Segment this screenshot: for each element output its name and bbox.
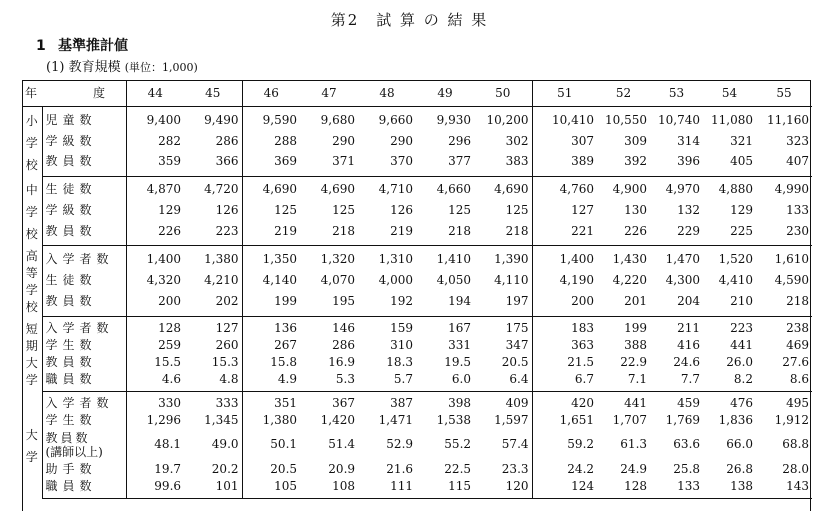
table-row	[22, 391, 812, 412]
value-cell: 132	[677, 202, 701, 217]
value-cell: 124	[532, 478, 597, 499]
row-label	[42, 461, 126, 478]
category-cell: 大 学	[22, 391, 42, 498]
row-label	[42, 245, 126, 270]
value-cell: 4,190	[532, 270, 597, 291]
value-cell: 282	[126, 131, 184, 151]
value-cell: 24.2	[532, 461, 597, 478]
value-cell: 309	[624, 133, 648, 148]
value-cell: 420	[532, 391, 597, 412]
value-cell: 4.6	[126, 371, 184, 392]
value-cell: 204	[650, 291, 703, 316]
value-cell: 9,490	[204, 113, 239, 128]
value-cell: 23.3	[501, 461, 529, 476]
value-cell: 159	[390, 320, 414, 335]
year-header-row	[22, 80, 812, 107]
value-cell: 1,520	[718, 251, 754, 266]
row-label-text: 入学者数	[45, 251, 114, 266]
value-cell: 19.7	[126, 461, 184, 478]
value-cell: 194	[416, 291, 474, 316]
value-cell: 175	[505, 320, 529, 335]
value-cell: 26.8	[726, 461, 754, 476]
table-row	[22, 151, 812, 176]
value-cell: 146	[332, 320, 356, 335]
value-cell: 1,538	[436, 412, 472, 427]
value-cell: 6.4	[474, 371, 532, 392]
value-cell: 8.6	[756, 371, 812, 392]
value-cell: 218	[300, 221, 358, 245]
value-cell: 1,400	[126, 245, 184, 270]
value-cell: 4,660	[436, 182, 472, 197]
value-cell: 4,070	[320, 272, 356, 287]
value-cell: 307	[532, 131, 597, 151]
value-cell: 120	[474, 478, 532, 499]
value-cell: 115	[416, 478, 474, 499]
value-cell: 1,707	[612, 412, 648, 427]
value-cell: 1,380	[204, 251, 239, 266]
value-cell: 1,597	[494, 412, 529, 427]
value-cell: 200	[126, 291, 184, 316]
value-cell: 1,345	[204, 412, 239, 427]
value-cell: 61.3	[620, 437, 648, 451]
value-cell: 57.4	[501, 437, 529, 451]
value-cell: 129	[126, 200, 184, 220]
value-cell: 4,110	[494, 272, 529, 287]
table-row	[22, 176, 812, 200]
value-cell: 11,160	[767, 113, 810, 128]
value-cell: 383	[474, 151, 532, 176]
value-cell: 1,610	[774, 251, 810, 266]
value-cell: 1,390	[494, 251, 529, 266]
value-cell: 195	[300, 291, 358, 316]
value-cell: 1,350	[242, 245, 300, 270]
value-cell: 290	[390, 133, 414, 148]
value-cell: 7.1	[597, 371, 650, 392]
row-label-text: 生徒数	[45, 272, 97, 287]
value-cell: 183	[532, 316, 597, 337]
value-cell: 267	[242, 337, 300, 354]
unit-note: (単位：1,000)	[124, 61, 198, 74]
value-cell: 4,140	[242, 270, 300, 291]
year-header: 54	[703, 80, 756, 107]
value-cell: 370	[358, 151, 416, 176]
year-header-label: 年 度	[22, 80, 126, 107]
value-cell: 4,690	[494, 182, 529, 197]
value-cell: 6.0	[416, 371, 474, 392]
value-cell: 229	[650, 221, 703, 245]
value-cell: 24.9	[620, 461, 648, 476]
table-row	[22, 270, 812, 291]
value-cell: 469	[786, 337, 810, 352]
row-label-text: 児童数	[45, 113, 97, 128]
value-cell: 133	[650, 478, 703, 499]
category-cell: 短 期 大 学	[22, 316, 42, 391]
value-cell: 24.6	[673, 354, 701, 369]
section-number: 1	[36, 38, 46, 54]
row-label	[42, 176, 126, 200]
row-label-text: 教員数	[45, 223, 97, 238]
row-label	[42, 316, 126, 337]
value-cell: 359	[126, 151, 184, 176]
row-label-text: 職員数	[45, 478, 97, 493]
value-cell: 1,320	[320, 251, 356, 266]
value-cell: 407	[756, 151, 812, 176]
value-cell: 50.1	[242, 429, 300, 461]
value-cell: 4,720	[204, 182, 239, 197]
value-cell: 4,410	[718, 272, 754, 287]
year-header: 46	[242, 80, 300, 107]
value-cell: 377	[416, 151, 474, 176]
row-label	[42, 429, 126, 461]
value-cell: 125	[332, 202, 356, 217]
row-label	[42, 200, 126, 220]
subsection-label: 教育規模	[68, 60, 121, 75]
value-cell: 441	[730, 337, 754, 352]
row-label-text: 入学者数	[45, 395, 114, 410]
row-label-text: 学級数	[45, 133, 97, 148]
row-label	[42, 221, 126, 245]
value-cell: 495	[786, 395, 810, 410]
value-cell: 20.2	[211, 461, 239, 476]
value-cell: 387	[390, 395, 414, 410]
value-cell: 1,470	[665, 251, 701, 266]
value-cell: 10,410	[532, 107, 597, 132]
category-cell: 小 学 校	[22, 107, 42, 177]
value-cell: 20.9	[328, 461, 356, 476]
value-cell: 105	[242, 478, 300, 499]
table-row	[22, 429, 812, 461]
value-cell: 218	[474, 221, 532, 245]
value-cell: 371	[300, 151, 358, 176]
value-cell: 260	[215, 337, 239, 352]
table-row	[22, 221, 812, 245]
value-cell: 138	[703, 478, 756, 499]
value-cell: 288	[242, 131, 300, 151]
row-label	[42, 391, 126, 412]
value-cell: 4,760	[532, 176, 597, 200]
value-cell: 125	[242, 200, 300, 220]
category-cell: 中 学 校	[22, 176, 42, 245]
row-label-text: 入学者数	[45, 320, 114, 335]
value-cell: 15.8	[242, 354, 300, 371]
value-cell: 226	[126, 221, 184, 245]
page-title: 第2 試 算 の 結 果	[330, 11, 489, 29]
year-header: 52	[597, 80, 650, 107]
year-header: 53	[650, 80, 703, 107]
table-row	[22, 337, 812, 354]
value-cell: 405	[703, 151, 756, 176]
value-cell: 1,380	[242, 412, 300, 429]
value-cell: 68.8	[782, 437, 810, 451]
value-cell: 143	[756, 478, 812, 499]
value-cell: 55.2	[444, 437, 472, 451]
value-cell: 25.8	[673, 461, 701, 476]
value-cell: 321	[730, 133, 754, 148]
table-row	[22, 316, 812, 337]
value-cell: 199	[624, 320, 648, 335]
value-cell: 192	[358, 291, 416, 316]
value-cell: 127	[215, 320, 239, 335]
value-cell: 347	[505, 337, 529, 352]
value-cell: 1,769	[665, 412, 701, 427]
value-cell: 219	[358, 221, 416, 245]
table-row	[22, 461, 812, 478]
value-cell: 15.5	[126, 354, 184, 371]
value-cell: 4,710	[378, 182, 414, 197]
value-cell: 211	[677, 320, 701, 335]
row-label-text: 教員数	[45, 154, 97, 169]
section-heading	[36, 35, 128, 55]
value-cell: 16.9	[328, 354, 356, 369]
value-cell: 1,420	[320, 412, 356, 427]
value-cell: 4,990	[774, 182, 810, 197]
value-cell: 125	[505, 202, 529, 217]
value-cell: 5.7	[358, 371, 416, 392]
row-label	[42, 371, 126, 392]
value-cell: 22.9	[620, 354, 648, 369]
value-cell: 111	[358, 478, 416, 499]
value-cell: 459	[677, 395, 701, 410]
value-cell: 9,680	[320, 113, 356, 128]
subsection-heading	[46, 56, 198, 75]
value-cell: 10,740	[658, 113, 701, 128]
value-cell: 8.2	[703, 371, 756, 392]
value-cell: 4,900	[612, 182, 648, 197]
table-row	[22, 478, 812, 499]
value-cell: 4,870	[126, 176, 184, 200]
value-cell: 476	[730, 395, 754, 410]
value-cell: 128	[126, 316, 184, 337]
value-cell: 230	[756, 221, 812, 245]
value-cell: 197	[474, 291, 532, 316]
value-cell: 259	[126, 337, 184, 354]
table-row	[22, 107, 812, 132]
value-cell: 10,550	[605, 113, 648, 128]
value-cell: 27.6	[782, 354, 810, 369]
value-cell: 302	[505, 133, 529, 148]
value-cell: 9,660	[378, 113, 414, 128]
value-cell: 363	[532, 337, 597, 354]
table-row	[22, 354, 812, 371]
value-cell: 210	[703, 291, 756, 316]
row-label-text: 学生数	[45, 412, 97, 427]
value-cell: 1,471	[378, 412, 414, 427]
row-label	[42, 478, 126, 499]
value-cell: 21.6	[386, 461, 414, 476]
value-cell: 1,836	[718, 412, 754, 427]
value-cell: 4.8	[184, 371, 242, 392]
year-header: 51	[532, 80, 597, 107]
value-cell: 128	[597, 478, 650, 499]
value-cell: 136	[242, 316, 300, 337]
value-cell: 101	[184, 478, 242, 499]
value-cell: 201	[597, 291, 650, 316]
value-cell: 4,320	[126, 270, 184, 291]
value-cell: 4,690	[320, 182, 356, 197]
row-label-text: 助手数	[45, 461, 97, 476]
education-scale-table	[22, 80, 812, 499]
value-cell: 99.6	[126, 478, 184, 499]
value-cell: 409	[505, 395, 529, 410]
value-cell: 238	[786, 320, 810, 335]
value-cell: 4,300	[665, 272, 701, 287]
value-cell: 1,912	[774, 412, 810, 427]
row-label-text: 学生数	[45, 337, 97, 352]
value-cell: 398	[448, 395, 472, 410]
value-cell: 367	[332, 395, 356, 410]
value-cell: 202	[184, 291, 242, 316]
row-label-text: 学級数	[45, 202, 97, 217]
year-header: 48	[358, 80, 416, 107]
value-cell: 331	[448, 337, 472, 352]
category-cell: 高 等 学 校	[22, 245, 42, 316]
value-cell: 19.5	[444, 354, 472, 369]
value-cell: 21.5	[532, 354, 597, 371]
value-cell: 5.3	[300, 371, 358, 392]
value-cell: 20.5	[501, 354, 529, 369]
row-label	[42, 412, 126, 429]
value-cell: 388	[624, 337, 648, 352]
value-cell: 126	[215, 202, 239, 217]
value-cell: 366	[184, 151, 242, 176]
value-cell: 4.9	[242, 371, 300, 392]
value-cell: 219	[242, 221, 300, 245]
year-header: 55	[756, 80, 812, 107]
subsection-number: (1)	[46, 60, 65, 75]
section-label: 基準推計値	[58, 38, 128, 54]
year-header: 49	[416, 80, 474, 107]
value-cell: 286	[215, 133, 239, 148]
value-cell: 1,430	[612, 251, 648, 266]
value-cell: 351	[242, 391, 300, 412]
value-cell: 18.3	[386, 354, 414, 369]
value-cell: 59.2	[532, 429, 597, 461]
value-cell: 333	[215, 395, 239, 410]
table-row	[22, 291, 812, 316]
value-cell: 7.7	[650, 371, 703, 392]
year-header: 44	[126, 80, 184, 107]
value-cell: 221	[532, 221, 597, 245]
row-label	[42, 151, 126, 176]
table-row	[22, 131, 812, 151]
value-cell: 66.0	[726, 437, 754, 451]
value-cell: 4,220	[612, 272, 648, 287]
row-label-text: 職員数	[45, 371, 97, 386]
value-cell: 1,296	[126, 412, 184, 429]
value-cell: 389	[532, 151, 597, 176]
value-cell: 296	[448, 133, 472, 148]
value-cell: 52.9	[386, 437, 414, 451]
value-cell: 9,400	[126, 107, 184, 132]
row-label	[42, 354, 126, 371]
value-cell: 323	[786, 133, 810, 148]
value-cell: 369	[242, 151, 300, 176]
year-header: 45	[184, 80, 242, 107]
value-cell: 167	[448, 320, 472, 335]
value-cell: 4,210	[204, 272, 239, 287]
value-cell: 330	[126, 391, 184, 412]
value-cell: 4,970	[665, 182, 701, 197]
value-cell: 51.4	[328, 437, 356, 451]
value-cell: 1,651	[532, 412, 597, 429]
row-label	[42, 107, 126, 132]
row-label-text: 教員数	[45, 294, 97, 309]
row-sublabel: (講師以上)	[45, 444, 103, 459]
value-cell: 9,930	[436, 113, 472, 128]
value-cell: 396	[650, 151, 703, 176]
value-cell: 26.0	[726, 354, 754, 369]
value-cell: 223	[184, 221, 242, 245]
value-cell: 226	[597, 221, 650, 245]
value-cell: 133	[786, 202, 810, 217]
value-cell: 199	[242, 291, 300, 316]
value-cell: 314	[677, 133, 701, 148]
value-cell: 6.7	[532, 371, 597, 392]
value-cell: 49.0	[211, 437, 239, 451]
value-cell: 223	[730, 320, 754, 335]
value-cell: 200	[532, 291, 597, 316]
value-cell: 15.3	[211, 354, 239, 369]
value-cell: 20.5	[242, 461, 300, 478]
year-header: 50	[474, 80, 532, 107]
value-cell: 22.5	[444, 461, 472, 476]
row-label	[42, 337, 126, 354]
row-label	[42, 131, 126, 151]
value-cell: 218	[416, 221, 474, 245]
value-cell: 10,200	[486, 113, 529, 128]
value-cell: 218	[756, 291, 812, 316]
value-cell: 4,880	[718, 182, 754, 197]
value-cell: 1,310	[378, 251, 414, 266]
table-row	[22, 245, 812, 270]
value-cell: 108	[300, 478, 358, 499]
row-label	[42, 291, 126, 316]
value-cell: 129	[730, 202, 754, 217]
row-label-text: 教員数	[45, 430, 91, 445]
value-cell: 4,000	[378, 272, 414, 287]
value-cell: 441	[624, 395, 648, 410]
value-cell: 126	[390, 202, 414, 217]
value-cell: 225	[703, 221, 756, 245]
value-cell: 130	[624, 202, 648, 217]
value-cell: 48.1	[126, 429, 184, 461]
value-cell: 416	[677, 337, 701, 352]
value-cell: 63.6	[673, 437, 701, 451]
value-cell: 9,590	[242, 107, 300, 132]
table-row	[22, 412, 812, 429]
table-row	[22, 371, 812, 392]
value-cell: 286	[332, 337, 356, 352]
table-row	[22, 200, 812, 220]
value-cell: 1,400	[532, 245, 597, 270]
value-cell: 11,080	[711, 113, 754, 128]
row-label	[42, 270, 126, 291]
year-header: 47	[300, 80, 358, 107]
value-cell: 28.0	[782, 461, 810, 476]
value-cell: 125	[448, 202, 472, 217]
value-cell: 127	[532, 200, 597, 220]
value-cell: 4,690	[242, 176, 300, 200]
value-cell: 310	[390, 337, 414, 352]
value-cell: 290	[332, 133, 356, 148]
row-label-text: 教員数	[45, 354, 97, 369]
value-cell: 4,050	[436, 272, 472, 287]
value-cell: 392	[597, 151, 650, 176]
value-cell: 1,410	[436, 251, 472, 266]
row-label-text: 生徒数	[45, 182, 97, 197]
value-cell: 4,590	[774, 272, 810, 287]
